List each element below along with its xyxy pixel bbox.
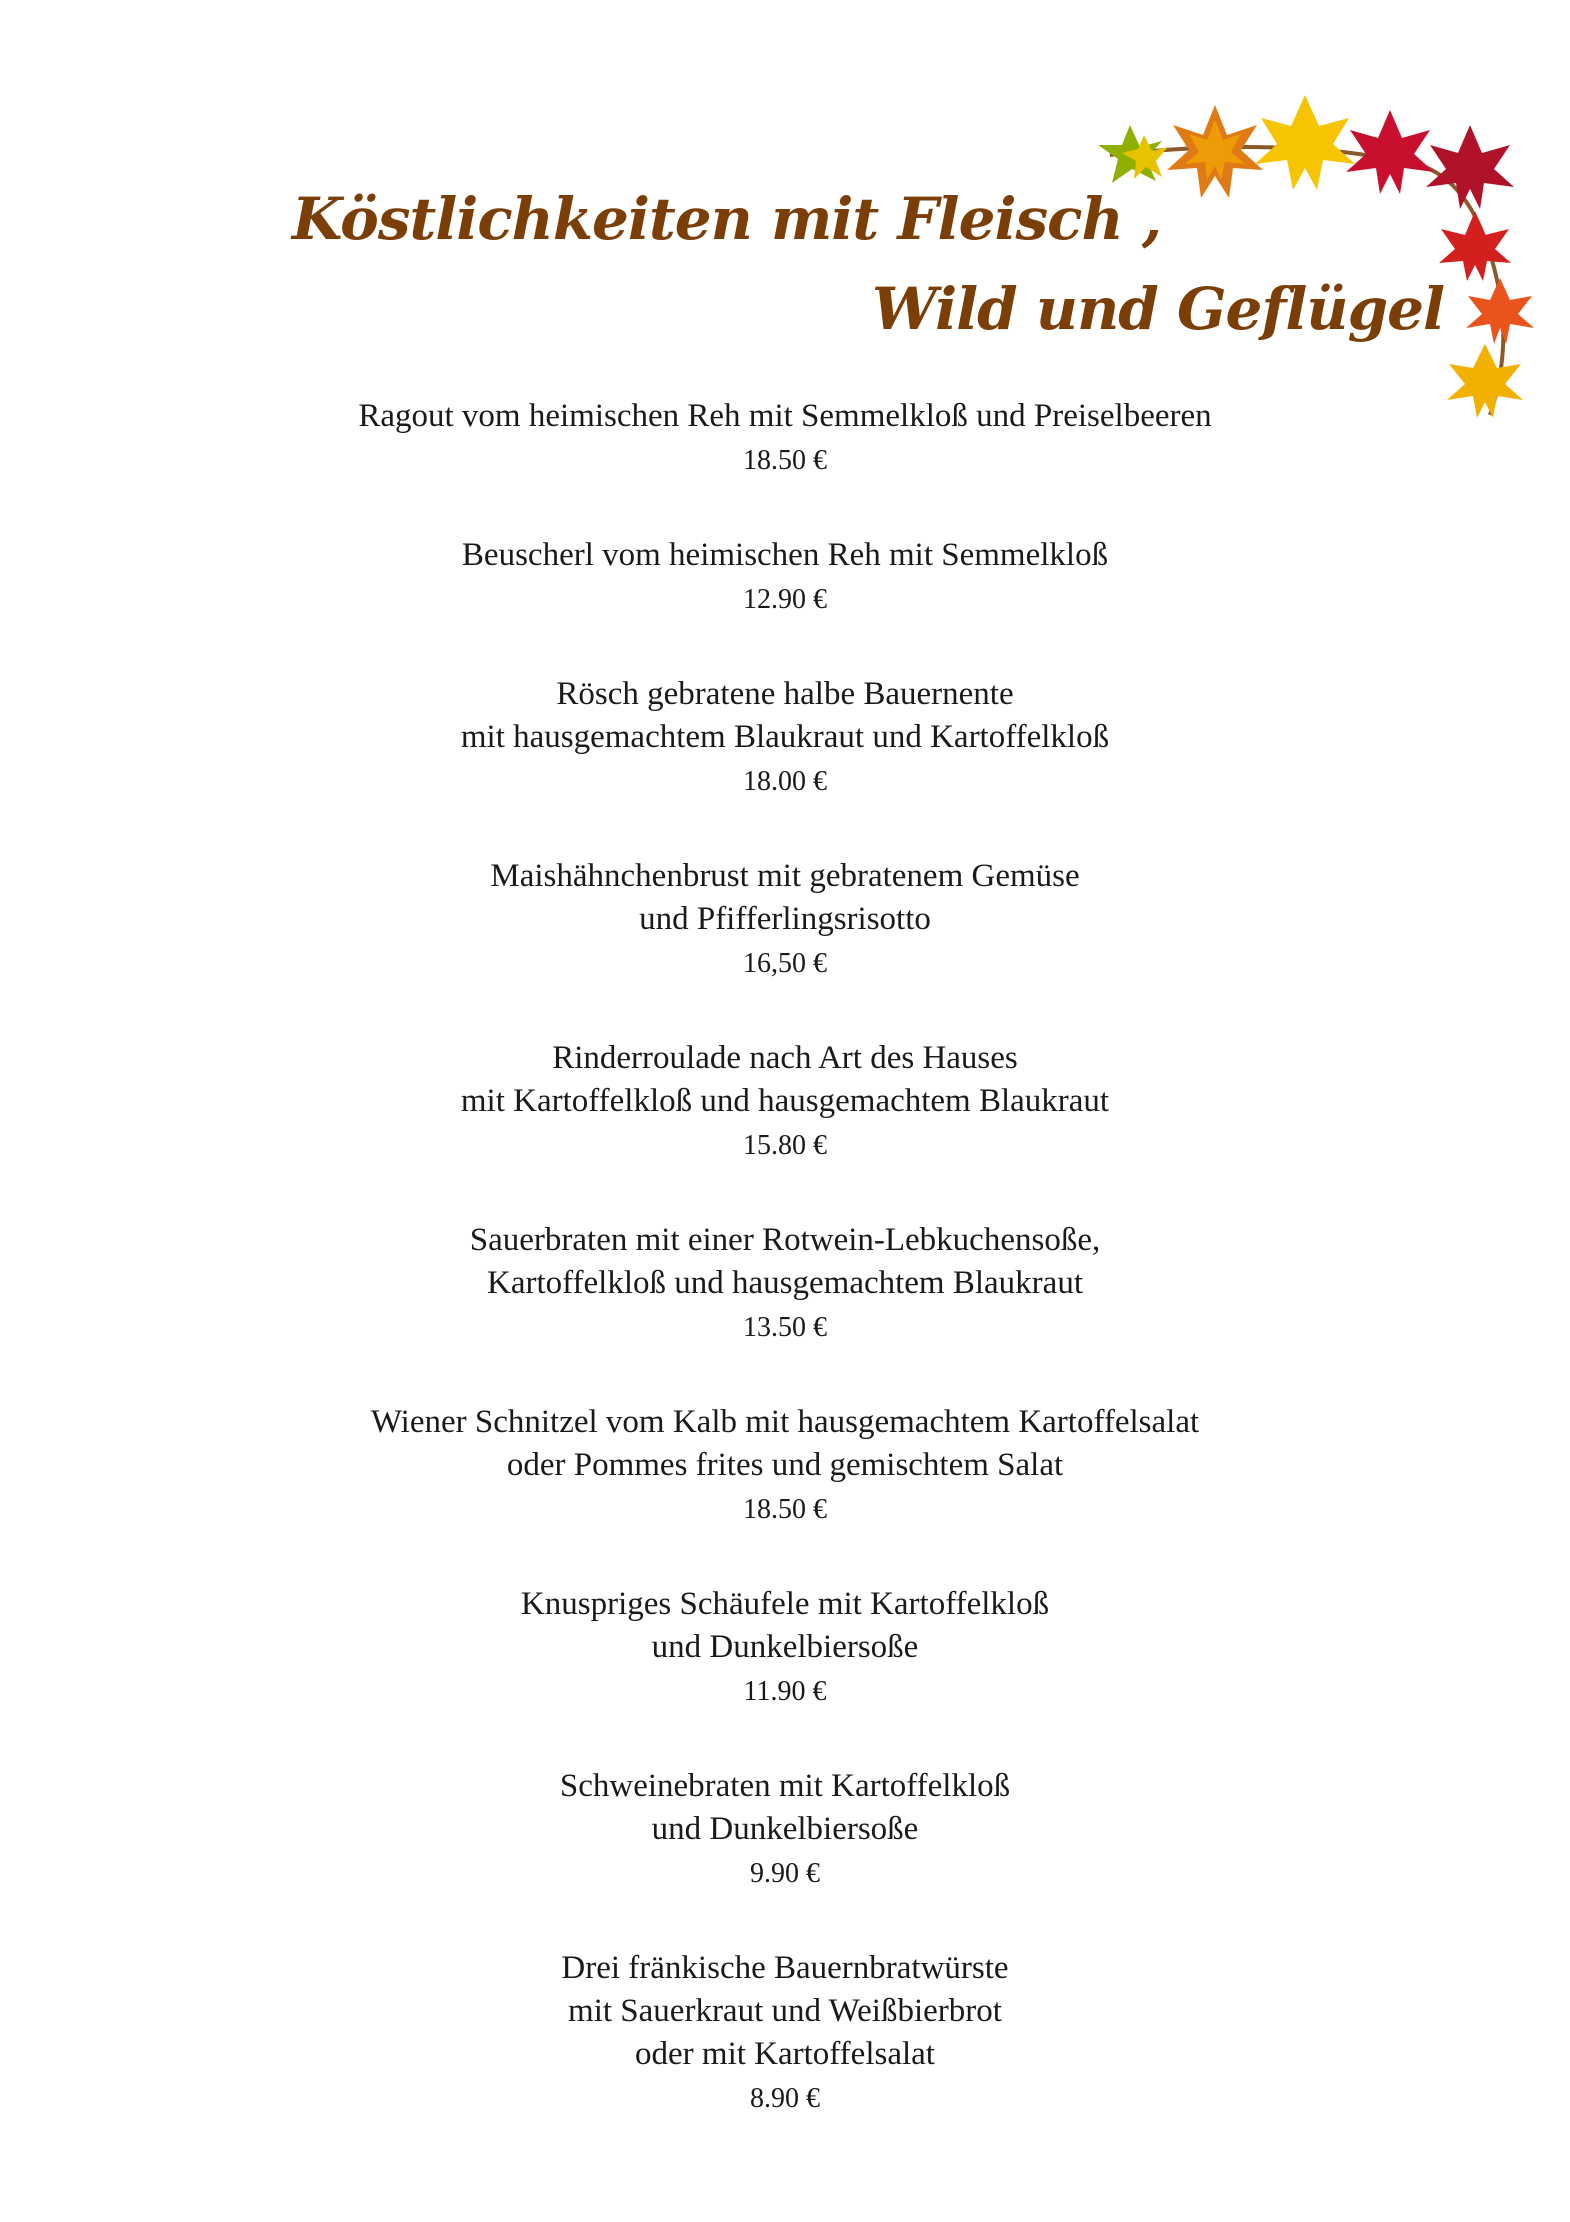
dish-item bbox=[290, 534, 1280, 621]
dish-item bbox=[290, 1765, 1280, 1895]
dish-price: 18.50 € bbox=[743, 445, 827, 476]
dish-description: mit Kartoffelkloß und hausgemachtem Blaukraut bbox=[460, 1083, 1110, 1119]
dish-item bbox=[290, 673, 1280, 803]
dish-description: Ragout vom heimischen Reh mit Semmelkloß und Preiselbeeren bbox=[358, 398, 1212, 434]
dish-price: 13.50 € bbox=[743, 1312, 827, 1343]
autumn-leaves-icon bbox=[1090, 95, 1550, 435]
dish-description: und Dunkelbiersoße bbox=[651, 1811, 919, 1847]
dish-price: 9.90 € bbox=[750, 1858, 820, 1889]
dish-price: 18.00 € bbox=[743, 766, 827, 797]
dish-description: Wiener Schnitzel vom Kalb mit hausgemachtem Kartoffelsalat bbox=[370, 1404, 1200, 1440]
dish-item bbox=[290, 855, 1280, 985]
dish-price: 12.90 € bbox=[743, 584, 827, 615]
dish-description: Kartoffelkloß und hausgemachtem Blaukraut bbox=[487, 1265, 1083, 1301]
dish-price: 16,50 € bbox=[743, 948, 827, 979]
dish-description: und Pfifferlingsrisotto bbox=[639, 901, 931, 937]
dish-item bbox=[290, 1947, 1280, 2120]
dish-list bbox=[290, 395, 1280, 2172]
dish-price: 11.90 € bbox=[743, 1676, 827, 1707]
dish-description: Beuscherl vom heimischen Reh mit Semmelkloß bbox=[461, 537, 1109, 573]
dish-description: Schweinebraten mit Kartoffelkloß bbox=[559, 1768, 1011, 1804]
dish-description: Rinderroulade nach Art des Hauses bbox=[552, 1040, 1018, 1076]
dish-item bbox=[290, 1219, 1280, 1349]
dish-description: Sauerbraten mit einer Rotwein-Lebkuchensoße, bbox=[469, 1222, 1101, 1258]
dish-description: und Dunkelbiersoße bbox=[651, 1629, 919, 1665]
dish-description: Maishähnchenbrust mit gebratenem Gemüse bbox=[490, 858, 1080, 894]
dish-price: 18.50 € bbox=[743, 1494, 827, 1525]
dish-item bbox=[290, 1583, 1280, 1713]
dish-item bbox=[290, 1401, 1280, 1531]
dish-price: 8.90 € bbox=[750, 2083, 820, 2114]
dish-item bbox=[290, 395, 1280, 482]
dish-description: oder Pommes frites und gemischtem Salat bbox=[506, 1447, 1064, 1483]
dish-item bbox=[290, 1037, 1280, 1167]
dish-description: Rösch gebratene halbe Bauernente bbox=[556, 676, 1014, 712]
page-title-line-1: Köstlichkeiten mit Fleisch , bbox=[292, 185, 1162, 253]
dish-description: Knuspriges Schäufele mit Kartoffelkloß bbox=[520, 1586, 1050, 1622]
page-title-line-2: Wild und Geflügel bbox=[872, 275, 1445, 343]
dish-description: Drei fränkische Bauernbratwürste bbox=[561, 1950, 1009, 1986]
dish-description: mit hausgemachtem Blaukraut und Kartoffelkloß bbox=[460, 719, 1110, 755]
dish-description: oder mit Kartoffelsalat bbox=[635, 2036, 935, 2072]
dish-description: mit Sauerkraut und Weißbierbrot bbox=[568, 1993, 1002, 2029]
dish-price: 15.80 € bbox=[743, 1130, 827, 1161]
